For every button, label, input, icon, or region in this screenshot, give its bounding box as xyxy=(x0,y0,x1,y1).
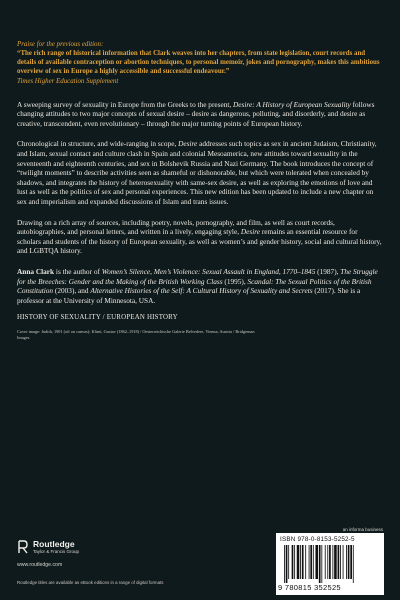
ebook-note: Routledge titles are available as eBook editions in a range of digital formats xyxy=(17,580,164,585)
praise-quote: “The rich range of historical information that Clark weaves into her chapters, from state legislation, court records and details of available contraception or abortion techniques, to personal memoir, jokes and pornography, makes this ambitious overview of sex in Europe a highly accessible and successful endeavour.” xyxy=(17,50,380,76)
book-title: Desire xyxy=(240,227,261,237)
isbn-barcode xyxy=(276,533,384,595)
publisher-logo xyxy=(17,540,79,554)
book-title: Desire: A History of European Sexuality xyxy=(233,99,351,109)
subject-category: HISTORY OF SEXUALITY / EUROPEAN HISTORY xyxy=(17,314,178,322)
publisher-group: Taylor & Francis Group xyxy=(33,549,80,554)
description-paragraph-2: Chronological in structure, and wide-ranging in scope, Desire addresses such topics as sex in ancient Judaism, Christianity, and Islam, sexual contact and culture clash in Spain and colonial Mesoamerica, new attitudes toward sexuality in the seventeenth and eighteenth centuries, and sex in Bolshevik Russia and Nazi Germany. The book introduces the concept of “twilight moments” to describe activities seen as shameful or dishonorable, but which were tolerated when concealed by shadows, and integrates the history of heterosexuality with same-sex desire, as well as exploring the emotions of love and lust as well as the politics of sex and personal experiences. This new edition has been updated to include a new chapter on sex and imperialism and expanded discussions of Islam and trans issues. xyxy=(17,139,377,206)
praise-heading: Praise for the previous edition: xyxy=(17,41,104,48)
publisher-url: www.routledge.com xyxy=(17,562,63,568)
isbn-digits: 9 780815 352525 xyxy=(278,583,341,592)
description-paragraph-3: Drawing on a rich array of sources, including poetry, novels, pornography, and film, as well as court records, autobiographies, and personal letters, and written in a lively, engaging style, Desire remains an essential resource for scholars and students of the history of European sexuality, as well as women’s and gender history, social and cultural history, and LGBTQA history. xyxy=(17,217,382,256)
book-title: Desire xyxy=(178,139,198,149)
barcode-icon xyxy=(284,545,378,583)
informa-label: an informa business xyxy=(342,527,383,532)
isbn-label: ISBN 978-0-8153-5252-5 xyxy=(280,536,355,543)
description-paragraph-1: A sweeping survey of sexuality in Europe from the Greeks to the present, Desire: A History of European Sexuality follows changing attitudes to two major concepts of sexual desire – desire as dangerous, polluting, and disorderly, and desire as creative, transcendent, even revolutionary – through the major turning points of European history. xyxy=(17,99,375,128)
publisher-name: Routledge xyxy=(33,539,75,549)
praise-source: Times Higher Education Supplement xyxy=(17,77,119,85)
cover-image-credit: Cover image: Judith, 1901 (oil on canvas); Klimt, Gustav (1862–1918) / Oesterreichische Galerie Belvedere, Vienna, Austria / Bridgeman Images xyxy=(17,329,255,340)
routledge-logo-icon xyxy=(17,540,29,554)
author-name: Anna Clark xyxy=(17,266,55,276)
author-bio: Anna Clark is the author of Women’s Silence, Men’s Violence: Sexual Assault in England, 1770–1845 (1987), The Struggle for the Breeches: Gender and the Making of the British Working Class (1995), Scandal: The Sexual Politics of the British Constitution (2003), and Alternative Histories of the Self: A Cultural History of Sexuality and Secrets (2017). She is a professor at the University of Minnesota, USA. xyxy=(17,266,378,305)
